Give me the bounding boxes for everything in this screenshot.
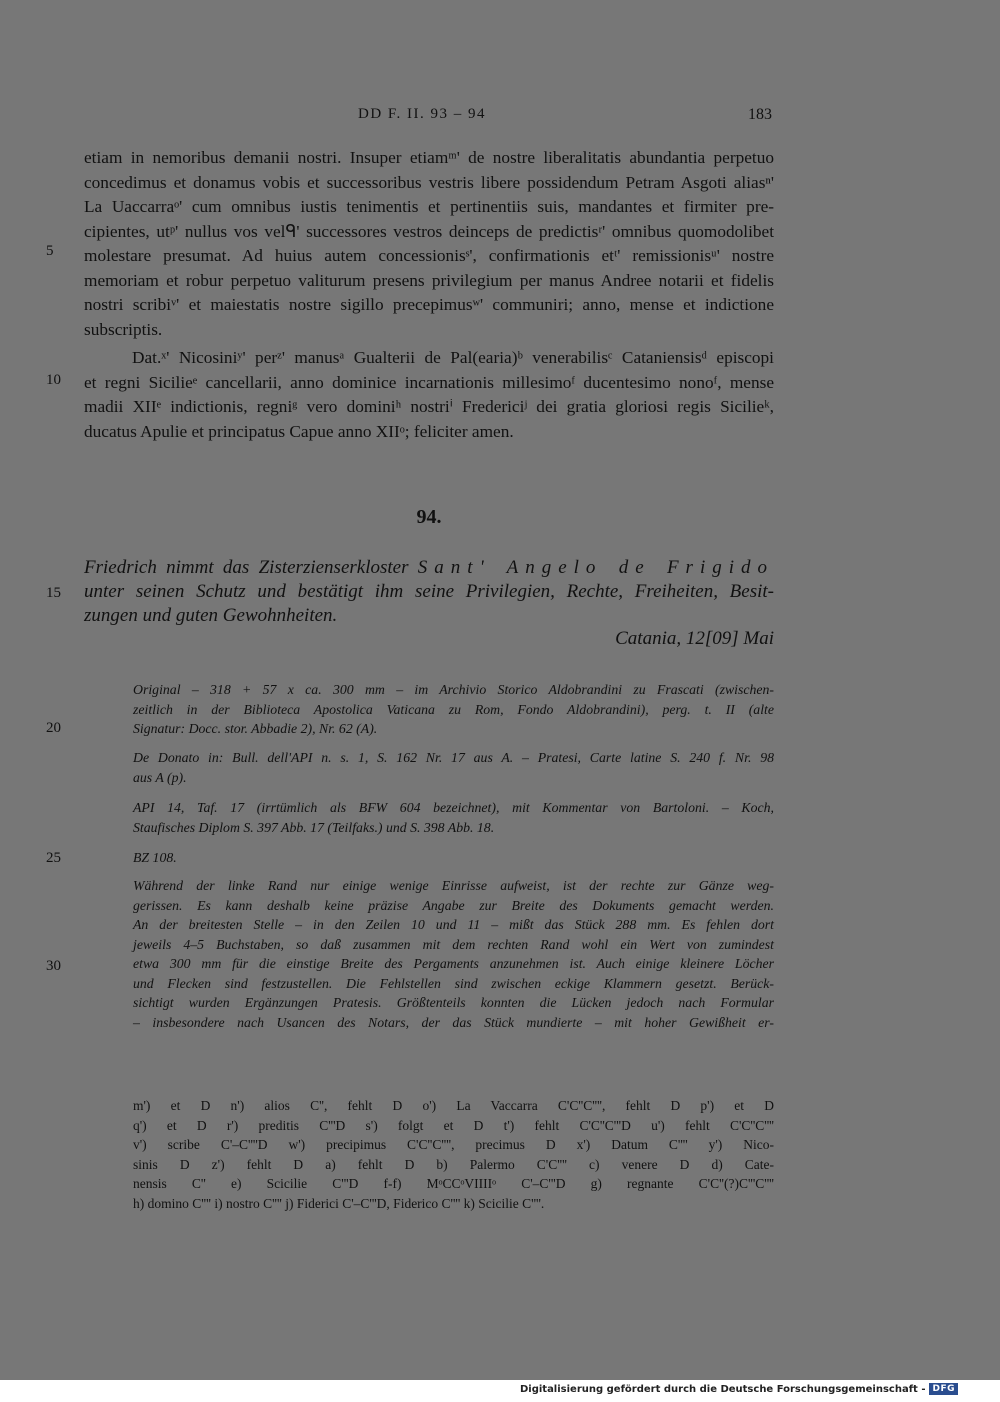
funding-text: Digitalisierung gefördert durch die Deutsche Forschungsgemeinschaft - <box>519 1383 926 1395</box>
note-facsimiles <box>133 798 774 837</box>
text-line: subscriptis. <box>84 319 163 339</box>
note-commentary <box>133 876 774 1032</box>
line-number: 25 <box>46 850 61 866</box>
note-line: API 14, Taf. 17 (irrtümlich als BFW 604 bezeichnet), mit Kommentar von Bartoloni. – Koch, <box>133 800 774 815</box>
text-line: Dat.ˣ' Nicosiniʸ' perᶻ' manusᵃ Gualterii de Pal(earia)ᵇ venerabilisᶜ Cataniensisᵈ episcopi <box>132 348 774 367</box>
note-line: De Donato in: Bull. dell'API n. s. 1, S. 162 Nr. 17 aus A. – Pratesi, Carte latine S. 240 f. Nr. 98 <box>133 750 774 765</box>
note-tradition <box>133 680 774 739</box>
note-line: An der breitesten Stelle – in den Zeilen 10 und 11 – mißt das Stück 288 mm. Es fehlen dort <box>133 917 774 932</box>
note-line: BZ 108. <box>133 850 177 865</box>
text-line: madii XIIᵉ indictionis, regniᵍ vero dominiʰ nostriⁱ Fredericiʲ dei gratia gloriosi regis Sicilieᵏ, <box>84 397 774 416</box>
running-head: DD F. II. 93 – 94 <box>358 106 487 122</box>
footnote-line: q') et D r') preditis C'''D s') folgt et D t') fehlt C'C''C'''D u') fehlt C'C''C'''' <box>133 1117 774 1133</box>
regest <box>84 556 774 628</box>
date-place: Catania, 12[09] Mai <box>615 628 774 649</box>
charter-text-93 <box>84 146 774 342</box>
text-line: cipientes, utᵖ' nullus vos velᑫ' successores vestros deinceps de predictisʳ' omnibus quomodolibet <box>84 221 774 241</box>
note-line: und Flecken sind festzustellen. Die Fehlstellen sind zwischen eckige Klammern gesetzt. Berück- <box>133 975 774 991</box>
note-line: aus A (p). <box>133 769 187 785</box>
line-number: 10 <box>46 372 61 388</box>
regest-line: unter seinen Schutz und bestätigt ihm seine Privilegien, Rechte, Freiheiten, Besit- <box>84 581 774 602</box>
note-line: gerissen. Es kann deshalb keine präzise Angabe zur Breite des Dokuments gemacht werden. <box>133 897 774 913</box>
page-number: 183 <box>748 106 772 123</box>
section-number: 94. <box>416 506 442 528</box>
funding-footer <box>520 1383 958 1395</box>
line-number: 20 <box>46 720 61 736</box>
regest-line: zungen und guten Gewohnheiten. <box>84 605 338 626</box>
note-editions <box>133 748 774 787</box>
note-line: Original – 318 + 57 x ca. 300 mm – im Archivio Storico Aldobrandini zu Frascati (zwischen- <box>133 682 774 697</box>
regest-line: Friedrich nimmt das Zisterzienserkloster Sant' Angelo de Frigido <box>84 557 774 578</box>
note-line: zeitlich in der Biblioteca Apostolica Vaticana zu Rom, Fondo Aldobrandini), perg. t. II (alte <box>133 701 774 717</box>
line-number: 5 <box>46 243 54 259</box>
note-line: – insbesondere nach Usancen des Notars, der das Stück mundierte – mit hoher Gewißheit er- <box>133 1014 774 1030</box>
text-line: La Uaccarraᵒ' cum omnibus iustis tenimentis et pertinentiis suis, mandantes et firmiter pre- <box>84 197 774 216</box>
line-number: 15 <box>46 585 61 601</box>
footnote-line: m') et D n') alios C'', fehlt D o') La Vaccarra C'C''C'''', fehlt D p') et D <box>133 1098 774 1113</box>
line-number: 30 <box>46 958 61 974</box>
note-line: sichtigt wurden Ergänzungen Pratesis. Größtenteils konnten die Lücken jedoch nach Formular <box>133 995 774 1010</box>
text-line: etiam in nemoribus demanii nostri. Insuper etiamᵐ' de nostre liberalitatis abundantia perpetuo <box>84 148 774 167</box>
footnote-line: h) domino C'''' i) nostro C'''' j) Fiderici C'–C'''D, Fiderico C'''' k) Scicilie C''''. <box>133 1195 545 1211</box>
monastery-name: Sant' Angelo de Frigido <box>417 557 774 578</box>
critical-apparatus <box>133 1096 774 1213</box>
charter-dating-93 <box>84 346 774 444</box>
footnote-line: nensis C'' e) Scicilie C'''D f-f) MᵒCCᵒVIIIIᵒ C'–C'''D g) regnante C'C''(?)C'''C'''' <box>133 1176 774 1191</box>
text-line: concedimus et donamus vobis et successoribus vestris libere possidendum Petram Asgoti aliasⁿ' <box>84 172 774 192</box>
text-line: memoriam et robur perpetuo valiturum presens privilegium per manus Andree notarii et fidelis <box>84 270 774 290</box>
text-line: et regni Sicilieᵉ cancellarii, anno dominice incarnationis millesimoᶠ ducentesimo nonoᶠ, mense <box>84 372 774 392</box>
note-line: Staufisches Diplom S. 397 Abb. 17 (Teilfaks.) und S. 398 Abb. 18. <box>133 819 495 835</box>
note-line: etwa 300 mm für die einstige Breite des Pergaments anzunehmen ist. Auch einige kleinere Löcher <box>133 956 774 971</box>
text-line: ducatus Apulie et principatus Capue anno XIIᵒ; feliciter amen. <box>84 421 514 441</box>
footnote-line: sinis D z') fehlt D a) fehlt D b) Palermo C'C'''' c) venere D d) Cate- <box>133 1156 774 1172</box>
text-line: molestare presumat. Ad huius autem concessionisˢ', confirmationis etᵗ' remissionisᵘ' nostre <box>84 246 774 265</box>
note-regesta <box>133 848 774 868</box>
note-line: jeweils 4–5 Buchstaben, so daß zusammen mit dem rechten Rand wohl ein Wert von zumindest <box>133 936 774 952</box>
note-line: Signatur: Docc. stor. Abbadie 2), Nr. 62 (A). <box>133 721 378 736</box>
note-line: Während der linke Rand nur einige wenige Einrisse aufweist, ist der rechte zur Gänze weg- <box>133 878 774 893</box>
footnote-line: v') scribe C'–C''''D w') precipimus C'C''C'''', precimus D x') Datum C'''' y') Nico- <box>133 1137 774 1152</box>
dfg-logo: DFG <box>929 1383 958 1395</box>
text-line: nostri scribiᵛ' et maiestatis nostre sigillo precepimusʷ' communiri; anno, mense et indictione <box>84 295 774 314</box>
